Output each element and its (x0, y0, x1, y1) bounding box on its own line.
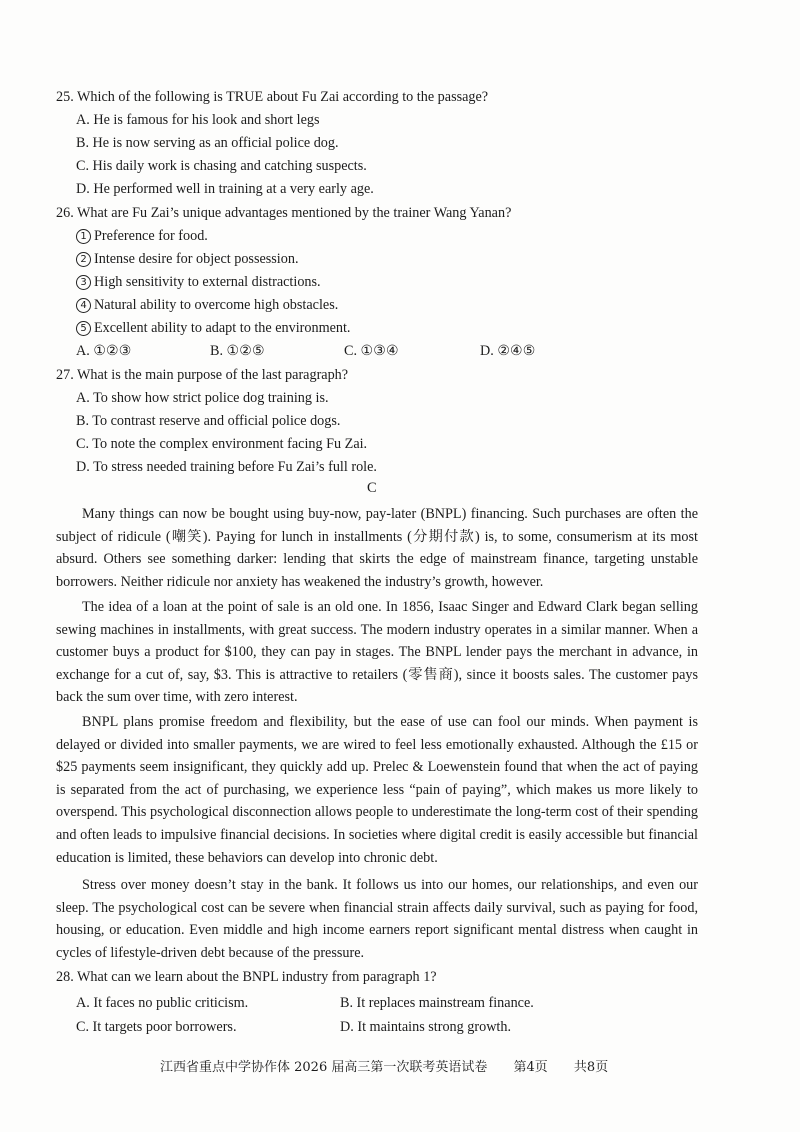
q25-option-b: B. He is now serving as an official police dog. (76, 135, 339, 151)
q28-option-c: C. It targets poor borrowers. (76, 1019, 237, 1035)
q26-item-text: High sensitivity to external distractions. (94, 274, 321, 290)
circled-number: 2 (76, 252, 91, 267)
section-heading: C (367, 480, 377, 496)
q26-item-2 (76, 250, 299, 268)
q26-item-text: Preference for food. (94, 228, 208, 244)
passage-paragraph-1: Many things can now be bought using buy-now, pay-later (BNPL) financing. Such purchases are often the subject of ridicule (嘲笑). Paying for lunch in installments (分期付款) is, to some, consumerism at its most absurd. Others see something darker: lending that skirts the edge of mainstream finance, targeting unstable borrowers. Neither ridicule nor anxiety has weakened the industry’s growth, however. (56, 506, 698, 590)
q25-option-d: D. He performed well in training at a very early age. (76, 181, 374, 197)
page-footer (160, 1056, 630, 1075)
passage-paragraph-3: BNPL plans promise freedom and flexibility, but the ease of use can fool our minds. When payment is delayed or divided into smaller payments, we are wired to feel less emotionally exhausted. Although the £15 or $25 payments seem insignificant, they quickly add up. Prelec & Loewenstein found that when the act of paying is separated from the act of purchasing, we experience less “pain of paying”, which makes us more likely to overspend. This psychological disconnection allows people to underestimate the long-term cost of their spending and often leads to impulsive financial decisions. In societies where digital credit is easily accessible but financial education is limited, these behaviors can develop into chronic debt. (56, 714, 698, 866)
q26-item-3 (76, 273, 321, 291)
q26-item-text: Intense desire for object possession. (94, 251, 299, 267)
q26-stem: 26. What are Fu Zai’s unique advantages mentioned by the trainer Wang Yanan? (56, 205, 512, 221)
q27-option-a: A. To show how strict police dog training is. (76, 390, 329, 406)
exam-title: 江西省重点中学协作体 2026 届高三第一次联考英语试卷 (160, 1060, 488, 1075)
circled-number: 5 (76, 321, 91, 336)
q26-item-text: Natural ability to overcome high obstacles. (94, 297, 339, 313)
passage-paragraph-4: Stress over money doesn’t stay in the bank. It follows us into our homes, our relationships, and even our sleep. The psychological cost can be severe when financial strain affects daily survival, such as paying for food, housing, or education. Even middle and high income earners report significant mental distress when caught in cycles of lifestyle-driven debt because of the pressure. (56, 877, 698, 961)
total-pages: 共8页 (573, 1060, 609, 1075)
circled-number: 1 (76, 229, 91, 244)
q26-item-text: Excellent ability to adapt to the environment. (94, 320, 351, 336)
q27-option-b: B. To contrast reserve and official police dogs. (76, 413, 341, 429)
q25-option-a: A. He is famous for his look and short legs (76, 112, 320, 128)
q25-stem: 25. Which of the following is TRUE about Fu Zai according to the passage? (56, 89, 489, 105)
q26-item-1 (76, 227, 208, 245)
q27-stem: 27. What is the main purpose of the last paragraph? (56, 367, 349, 383)
q25-option-c: C. His daily work is chasing and catching suspects. (76, 158, 367, 174)
q28-option-d: D. It maintains strong growth. (340, 1019, 512, 1035)
q26-choice-c: C. ①③④ (344, 343, 399, 359)
q26-choice-b: B. ①②⑤ (210, 343, 265, 359)
q28-option-a: A. It faces no public criticism. (76, 995, 249, 1011)
q26-item-4 (76, 296, 338, 314)
q28-stem: 28. What can we learn about the BNPL industry from paragraph 1? (56, 969, 437, 985)
q27-option-d: D. To stress needed training before Fu Zai’s full role. (76, 459, 377, 475)
circled-number: 4 (76, 298, 91, 313)
q28-option-b: B. It replaces mainstream finance. (340, 995, 534, 1011)
q26-choice-a: A. ①②③ (76, 343, 132, 359)
circled-number: 3 (76, 275, 91, 290)
passage-paragraph-2: The idea of a loan at the point of sale is an old one. In 1856, Isaac Singer and Edward Clark began selling sewing machines in installments, with great success. The modern industry operates in a similar manner. When a customer buys a product for $100, they can pay in stages. The BNPL lender pays the merchant in advance, in exchange for a cut of, say, $3. This is attractive to retailers (零售商), since it boosts sales. The customer pays back the sum over time, with zero interest. (56, 599, 698, 706)
page-number: 第4页 (513, 1060, 548, 1075)
q26-item-5 (76, 319, 350, 337)
q26-choice-d: D. ②④⑤ (480, 343, 536, 359)
q27-option-c: C. To note the complex environment facing Fu Zai. (76, 436, 368, 452)
